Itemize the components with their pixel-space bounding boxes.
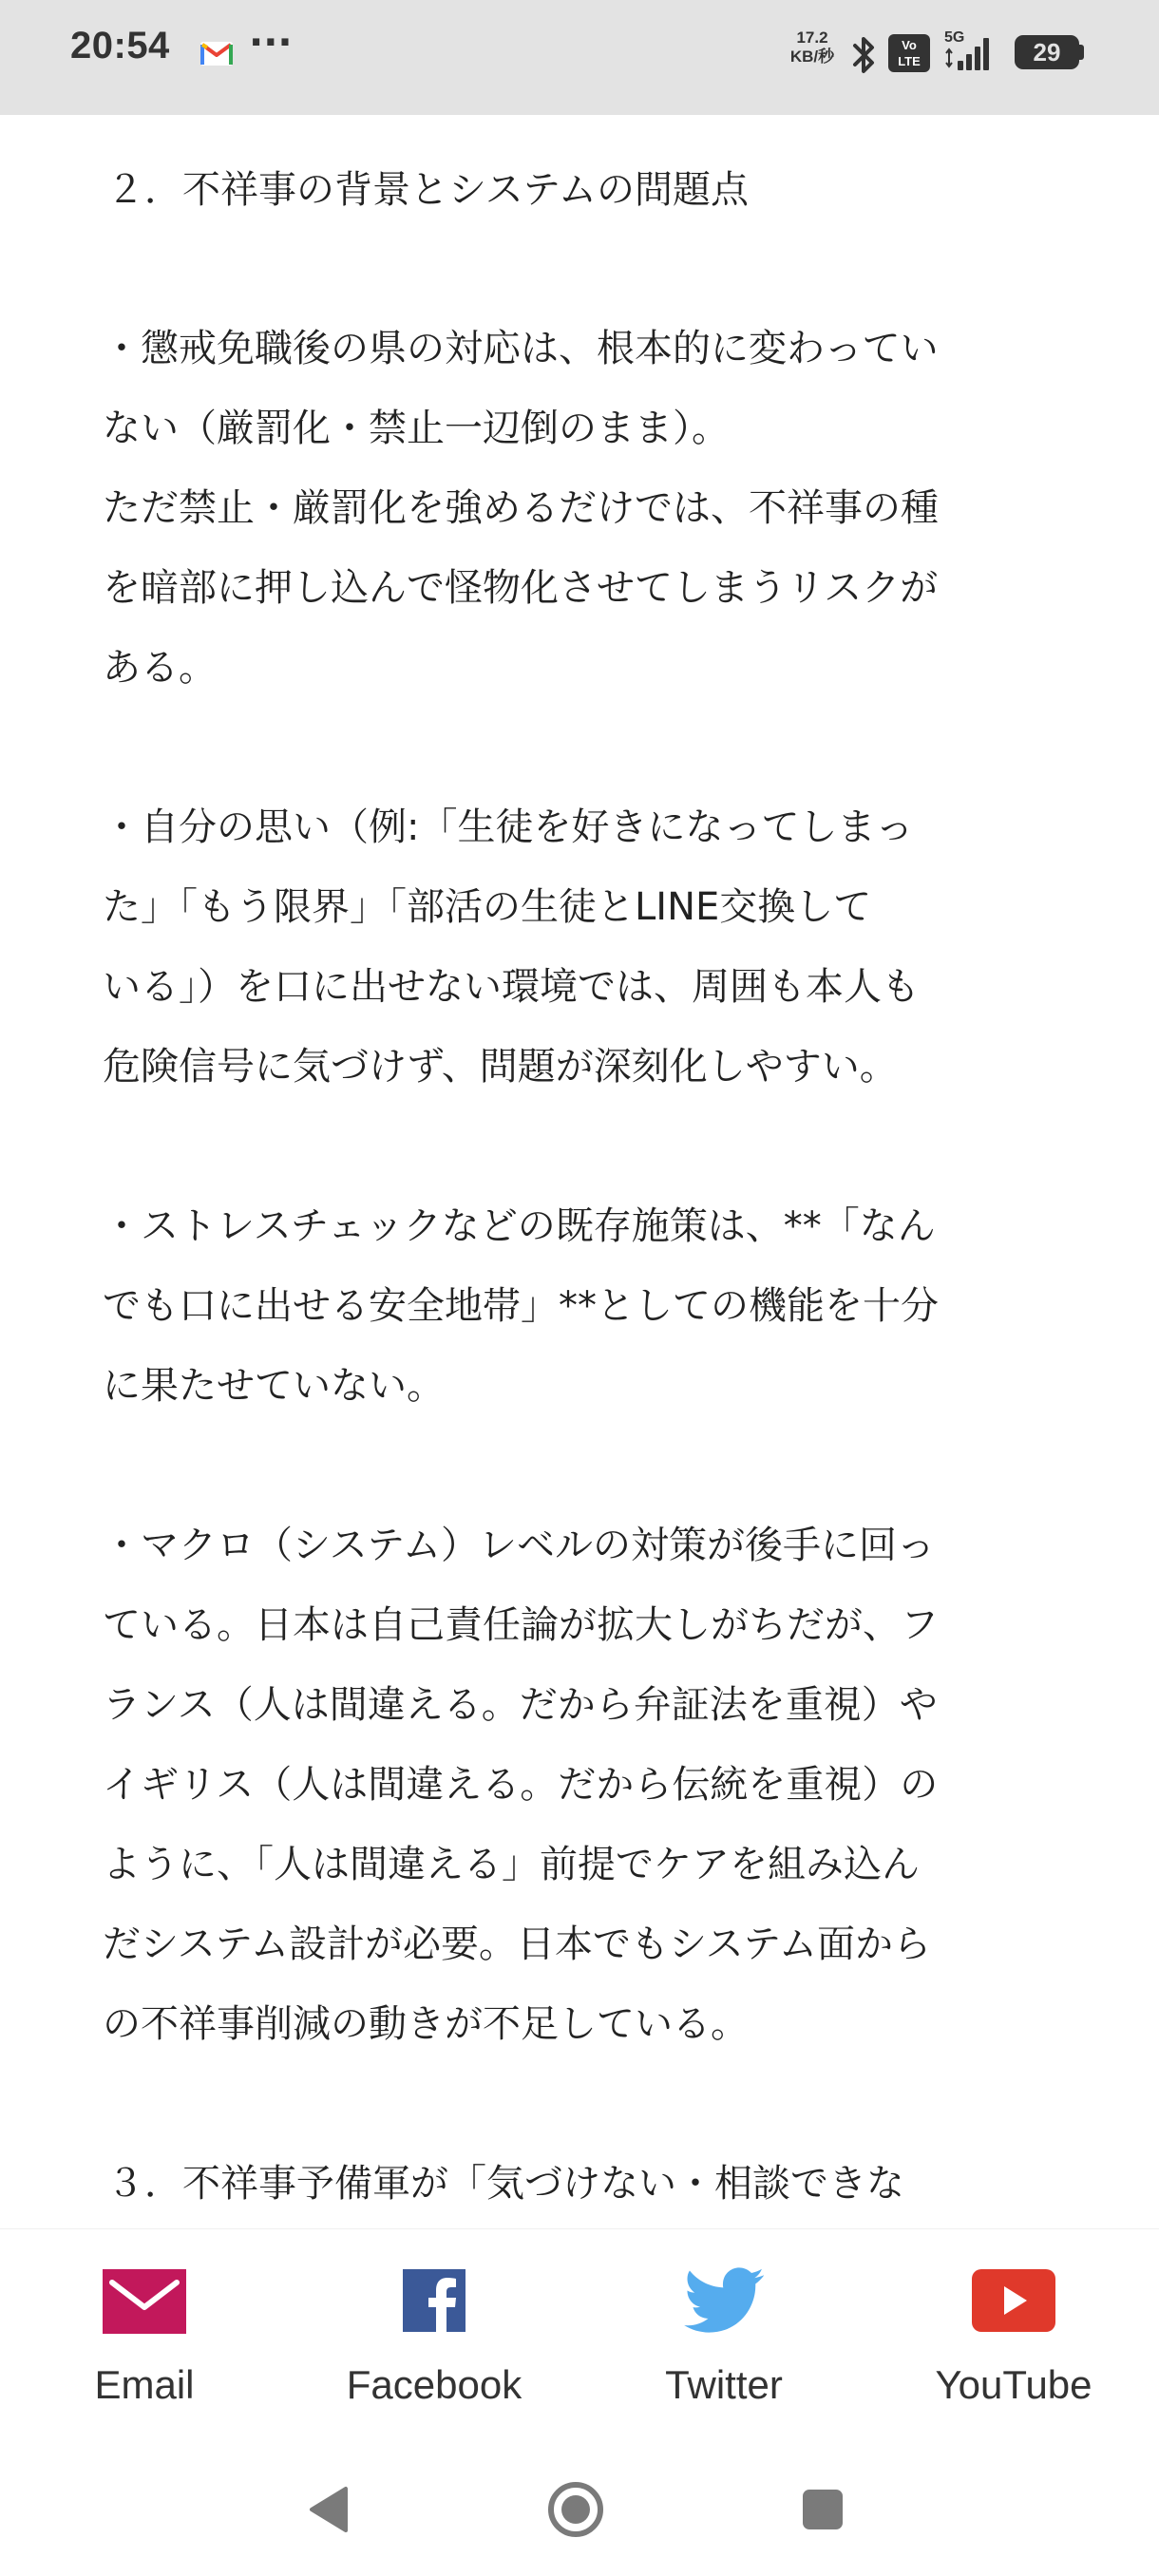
share-twitter-button[interactable] — [629, 2229, 819, 2444]
status-bar — [0, 0, 1159, 115]
network-speed-unit: KB/秒 — [789, 47, 835, 66]
share-bar — [0, 2228, 1159, 2443]
paragraph-line: ない（厳罰化・禁止一辺倒のまま）。 — [103, 407, 730, 450]
share-youtube-button[interactable] — [909, 2229, 1118, 2444]
gmail-icon — [200, 36, 234, 70]
section-heading: ３．不祥事予備軍が「気づけない・相談できな — [106, 2162, 904, 2206]
youtube-icon — [972, 2269, 1055, 2332]
network-type: 5G — [944, 29, 965, 46]
volte-icon — [888, 34, 930, 72]
section-heading: ２．不祥事の背景とシステムの問題点 — [106, 168, 749, 212]
paragraph-line: を暗部に押し込んで怪物化させてしまうリスクが — [103, 566, 939, 610]
signal-icon — [940, 30, 998, 74]
network-speed — [779, 28, 846, 66]
paragraph-line: ・懲戒免職後の県の対応は、根本的に変わってい — [103, 327, 939, 370]
battery-icon — [1015, 35, 1079, 69]
paragraph-line: に果たせていない。 — [103, 1364, 445, 1408]
paragraph-line: た」「もう限界」「部活の生徒とLINE交換して — [103, 885, 872, 929]
paragraph-line: いる」）を口に出せない環境では、周囲も本人も — [103, 965, 920, 1009]
more-icon: ··· — [249, 21, 293, 65]
paragraph-line: の不祥事削減の動きが不足している。 — [103, 2002, 749, 2046]
status-time: 20:54 — [70, 25, 170, 66]
battery-level: 29 — [1033, 38, 1061, 66]
navigation-bar — [0, 2443, 1159, 2576]
paragraph-line: ただ禁止・厳罰化を強めるだけでは、不祥事の種 — [103, 486, 939, 530]
article-body[interactable] — [0, 115, 1159, 2228]
paragraph-line: イギリス（人は間違える。だから伝統を重視）の — [103, 1763, 939, 1807]
volte-top: Vo — [902, 38, 917, 52]
paragraph-line: ・自分の思い（例:「生徒を好きになってしまっ — [103, 805, 914, 849]
facebook-icon — [403, 2269, 466, 2332]
share-facebook-button[interactable] — [320, 2229, 548, 2444]
volte-bottom: LTE — [898, 54, 921, 68]
bluetooth-icon — [847, 32, 882, 78]
paragraph-line: ように、「人は間違える」前提でケアを組み込ん — [103, 1843, 920, 1886]
paragraph-line: 危険信号に気づけず、問題が深刻化しやすい。 — [103, 1045, 898, 1089]
battery-tip — [1079, 45, 1084, 60]
share-facebook-label: Facebook — [346, 2362, 522, 2407]
share-twitter-label: Twitter — [665, 2362, 783, 2407]
paragraph-line: だシステム設計が必要。日本でもシステム面から — [103, 1923, 931, 1966]
email-icon — [103, 2269, 186, 2334]
twitter-icon — [684, 2267, 764, 2334]
paragraph-line: でも口に出せる安全地帯」**としての機能を十分 — [103, 1284, 939, 1328]
paragraph-line: ・ストレスチェックなどの既存施策は、**「なん — [103, 1204, 936, 1248]
share-email-button[interactable] — [49, 2229, 239, 2444]
paragraph-line: ランス（人は間違える。だから弁証法を重視）や — [103, 1683, 938, 1727]
network-speed-value: 17.2 — [796, 28, 828, 47]
back-icon[interactable] — [291, 2472, 367, 2548]
share-email-label: Email — [94, 2362, 195, 2407]
share-youtube-label: YouTube — [935, 2362, 1092, 2407]
paragraph-line: ある。 — [103, 646, 217, 690]
paragraph-line: ・マクロ（システム）レベルの対策が後手に回っ — [103, 1524, 935, 1567]
recents-icon[interactable] — [785, 2472, 861, 2548]
home-icon[interactable] — [538, 2472, 614, 2548]
paragraph-line: ている。日本は自己責任論が拡大しがちだが、フ — [103, 1603, 939, 1647]
